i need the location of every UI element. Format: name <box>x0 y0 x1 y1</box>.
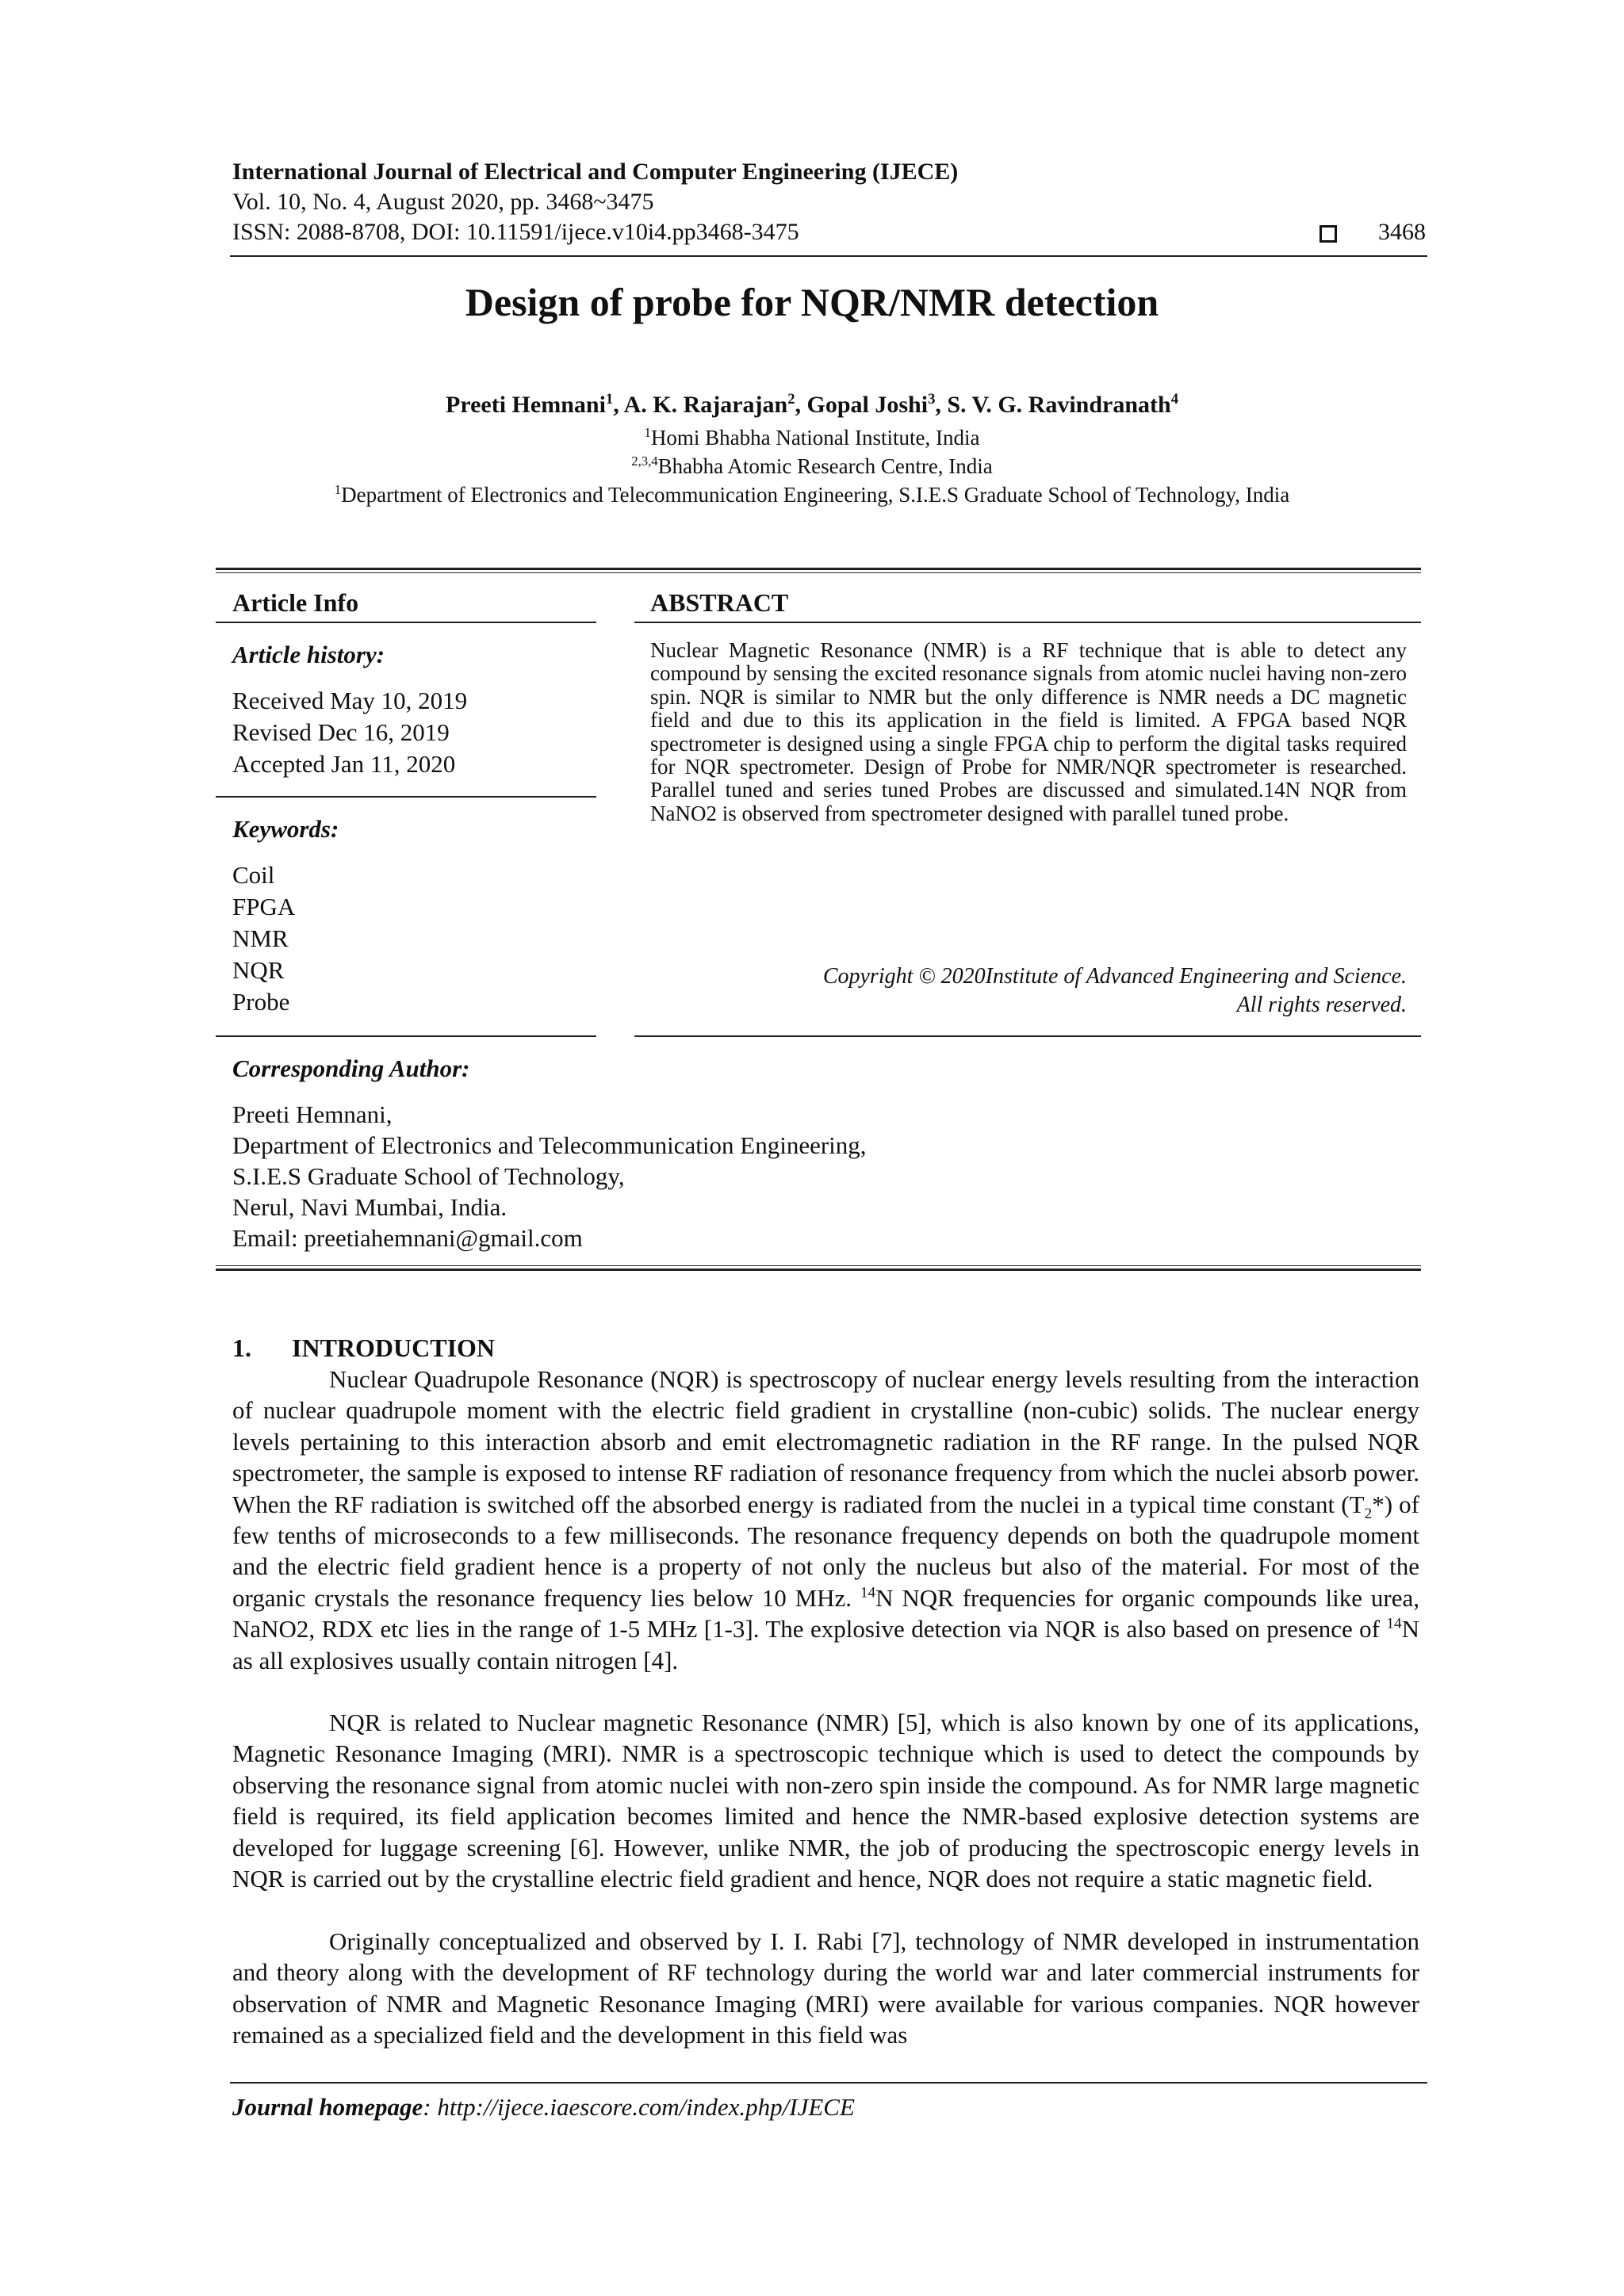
article-info-rule <box>216 622 596 623</box>
journal-name: International Journal of Electrical and Computer Engineering (IJECE) <box>232 159 959 185</box>
author-name: Gopal Joshi <box>806 392 929 418</box>
p1-text-a: Nuclear Quadrupole Resonance (NQR) is spectroscopy of nuclear energy levels resulting from the interaction of nuclear quadrupole moment with the electric field gradient in crystalline (non-cubic) solids. The nuclear energy levels pertaining to this interaction absorb and emit electromagnetic radiation in the RF range. In the pulsed NQR spectrometer, the sample is exposed to intense RF radiation of resonance frequency from which the nuclei absorb power. When the RF radiation is switched off the absorbed energy is radiated from the nuclei in a typical time constant (T <box>232 1365 1419 1518</box>
intro-paragraph-1 <box>232 1364 1419 1676</box>
author-sep: , <box>613 392 624 418</box>
intro-paragraph-2: NQR is related to Nuclear magnetic Resonance (NMR) [5], which is also known by one of its applications, Magnetic Resonance Imaging (MRI). NMR is a spectroscopic technique which is used to detect the compounds by observing the resonance signal from atomic nuclei with non-zero spin inside the compound. As for NMR large magnetic field is required, its field application becomes limited and hence the NMR-based explosive detection systems are developed for luggage screening [6]. However, unlike NMR, the job of producing the spectroscopic energy levels in NQR is carried out by the crystalline electric field gradient and hence, NQR does not require a static magnetic field. <box>232 1709 1419 1893</box>
paper-title: Design of probe for NQR/NMR detection <box>465 280 1159 324</box>
infobox-bottom-rule-thin <box>216 1265 1421 1266</box>
article-info-heading: Article Info <box>232 588 359 617</box>
corresponding-line: Nerul, Navi Mumbai, India. <box>232 1193 508 1221</box>
checkbox-icon-wrap <box>1320 217 1337 247</box>
keyword-item: Probe <box>232 988 290 1016</box>
author-name: S. V. G. Ravindranath <box>947 392 1171 418</box>
intro-paragraph-3: Originally conceptualized and observed by I. I. Rabi [7], technology of NMR developed in instrumentation and theory along with the development of RF technology during the world war and later commercial instruments for observation of NMR and Magnetic Resonance Imaging (MRI) were available for various companies. NQR however remained as a specialized field and the development in this field was <box>232 1927 1419 2049</box>
volume-info: Vol. 10, No. 4, August 2020, pp. 3468~3475 <box>232 189 654 215</box>
keyword-item: FPGA <box>232 893 296 920</box>
p1-text-c: N NQR frequencies for organic compounds like urea, NaNO2, RDX etc lies in the range of 1-5 MHz [1-3]. The explosive detection via NQR is also based on presence of <box>232 1583 1419 1644</box>
affiliation-sup: 2,3,4 <box>631 453 658 469</box>
journal-homepage <box>232 2093 855 2122</box>
section-heading: INTRODUCTION <box>292 1334 496 1362</box>
history-accepted: Accepted Jan 11, 2020 <box>232 750 456 778</box>
affiliation-text: Homi Bhabha National Institute, India <box>650 426 980 450</box>
corresponding-line: S.I.E.S Graduate School of Technology, <box>232 1162 625 1190</box>
homepage-label: Journal homepage <box>232 2093 423 2121</box>
homepage-url[interactable]: : http://ijece.iaescore.com/index.php/IJECE <box>423 2093 855 2121</box>
author-sup: 1 <box>605 391 614 408</box>
abstract-bottom-rule <box>634 1035 1421 1037</box>
history-heading: Article history: <box>232 641 385 668</box>
corresponding-heading: Corresponding Author: <box>232 1054 470 1082</box>
history-revised: Revised Dec 16, 2019 <box>232 718 450 746</box>
author-list <box>0 392 1624 419</box>
keywords-rule <box>216 796 596 798</box>
header-rule <box>230 255 1427 257</box>
issn-doi: ISSN: 2088-8708, DOI: 10.11591/ijece.v10i4.pp3468-3475 <box>232 219 799 245</box>
abstract-text: Nuclear Magnetic Resonance (NMR) is a RF technique that is able to detect any compound by sensing the excited resonance signals from atomic nuclei having non-zero spin. NQR is similar to NMR but the only difference is NMR needs a DC magnetic field and due to this its application in the field is limited. A FPGA based NQR spectrometer is designed using a single FPGA chip to perform the digital tasks required for NQR spectrometer. Design of Probe for NMR/NQR spectrometer is researched. Parallel tuned and series tuned Probes are discussed and simulated.14N NQR from NaNO2 is observed from spectrometer designed with parallel tuned probe. <box>650 638 1407 825</box>
affiliation <box>0 423 1624 452</box>
author-sep: , <box>935 392 948 418</box>
affiliation-sup: 1 <box>644 425 651 440</box>
t2-subscript: 2 <box>1364 1505 1373 1522</box>
rights-line: All rights reserved. <box>1236 993 1407 1017</box>
author-sup: 3 <box>928 391 936 408</box>
author-sep: , <box>795 392 807 418</box>
n14-superscript: 14 <box>860 1584 876 1601</box>
n14-superscript: 14 <box>1386 1615 1402 1632</box>
corresponding-line: Department of Electronics and Telecommunication Engineering, <box>232 1131 867 1159</box>
author-name: Preeti Hemnani <box>446 392 606 418</box>
affiliation-text: Bhabha Atomic Research Centre, India <box>657 454 993 478</box>
keyword-item: Coil <box>232 861 275 889</box>
infobox-top-rule-thin <box>216 572 1421 573</box>
corresponding-line: Preeti Hemnani, <box>232 1100 393 1128</box>
history-received: Received May 10, 2019 <box>232 687 468 714</box>
keyword-item: NMR <box>232 924 289 952</box>
abstract-heading: ABSTRACT <box>650 588 789 617</box>
corresponding-email: Email: preetiahemnani@gmail.com <box>232 1224 583 1252</box>
footer-rule <box>230 2082 1427 2084</box>
p1-text-d: N as all explosives usually contain nitrogen [4]. <box>232 1615 1419 1674</box>
page-number: 3468 <box>1378 219 1426 245</box>
copyright-line: Copyright © 2020Institute of Advanced Engineering and Science. <box>822 964 1407 989</box>
p1-text-b: *) of few tenths of microseconds to a few milliseconds. The resonance frequency depends on both the quadrupole moment and the electric field gradient hence is a property of not only the nucleus but also of the material. For most of the organic crystals the resonance frequency lies below 10 MHz. <box>232 1490 1419 1612</box>
keyword-item: NQR <box>232 956 285 984</box>
affiliation <box>0 452 1624 480</box>
affiliation <box>0 480 1624 509</box>
abstract-rule <box>634 622 1421 623</box>
author-sup: 4 <box>1170 391 1178 408</box>
author-sup: 2 <box>787 391 795 408</box>
section-number: 1. <box>232 1334 251 1362</box>
checkbox-icon <box>1320 225 1337 243</box>
keywords-heading: Keywords: <box>232 815 339 843</box>
affiliation-sup: 1 <box>334 482 342 497</box>
infobox-bottom-rule <box>216 1269 1421 1271</box>
infobox-top-rule <box>216 568 1421 570</box>
author-name: A. K. Rajarajan <box>623 392 788 418</box>
affiliation-text: Department of Electronics and Telecommunication Engineering, S.I.E.S Graduate School of Technology, India <box>341 483 1290 507</box>
corresponding-rule <box>216 1035 596 1037</box>
